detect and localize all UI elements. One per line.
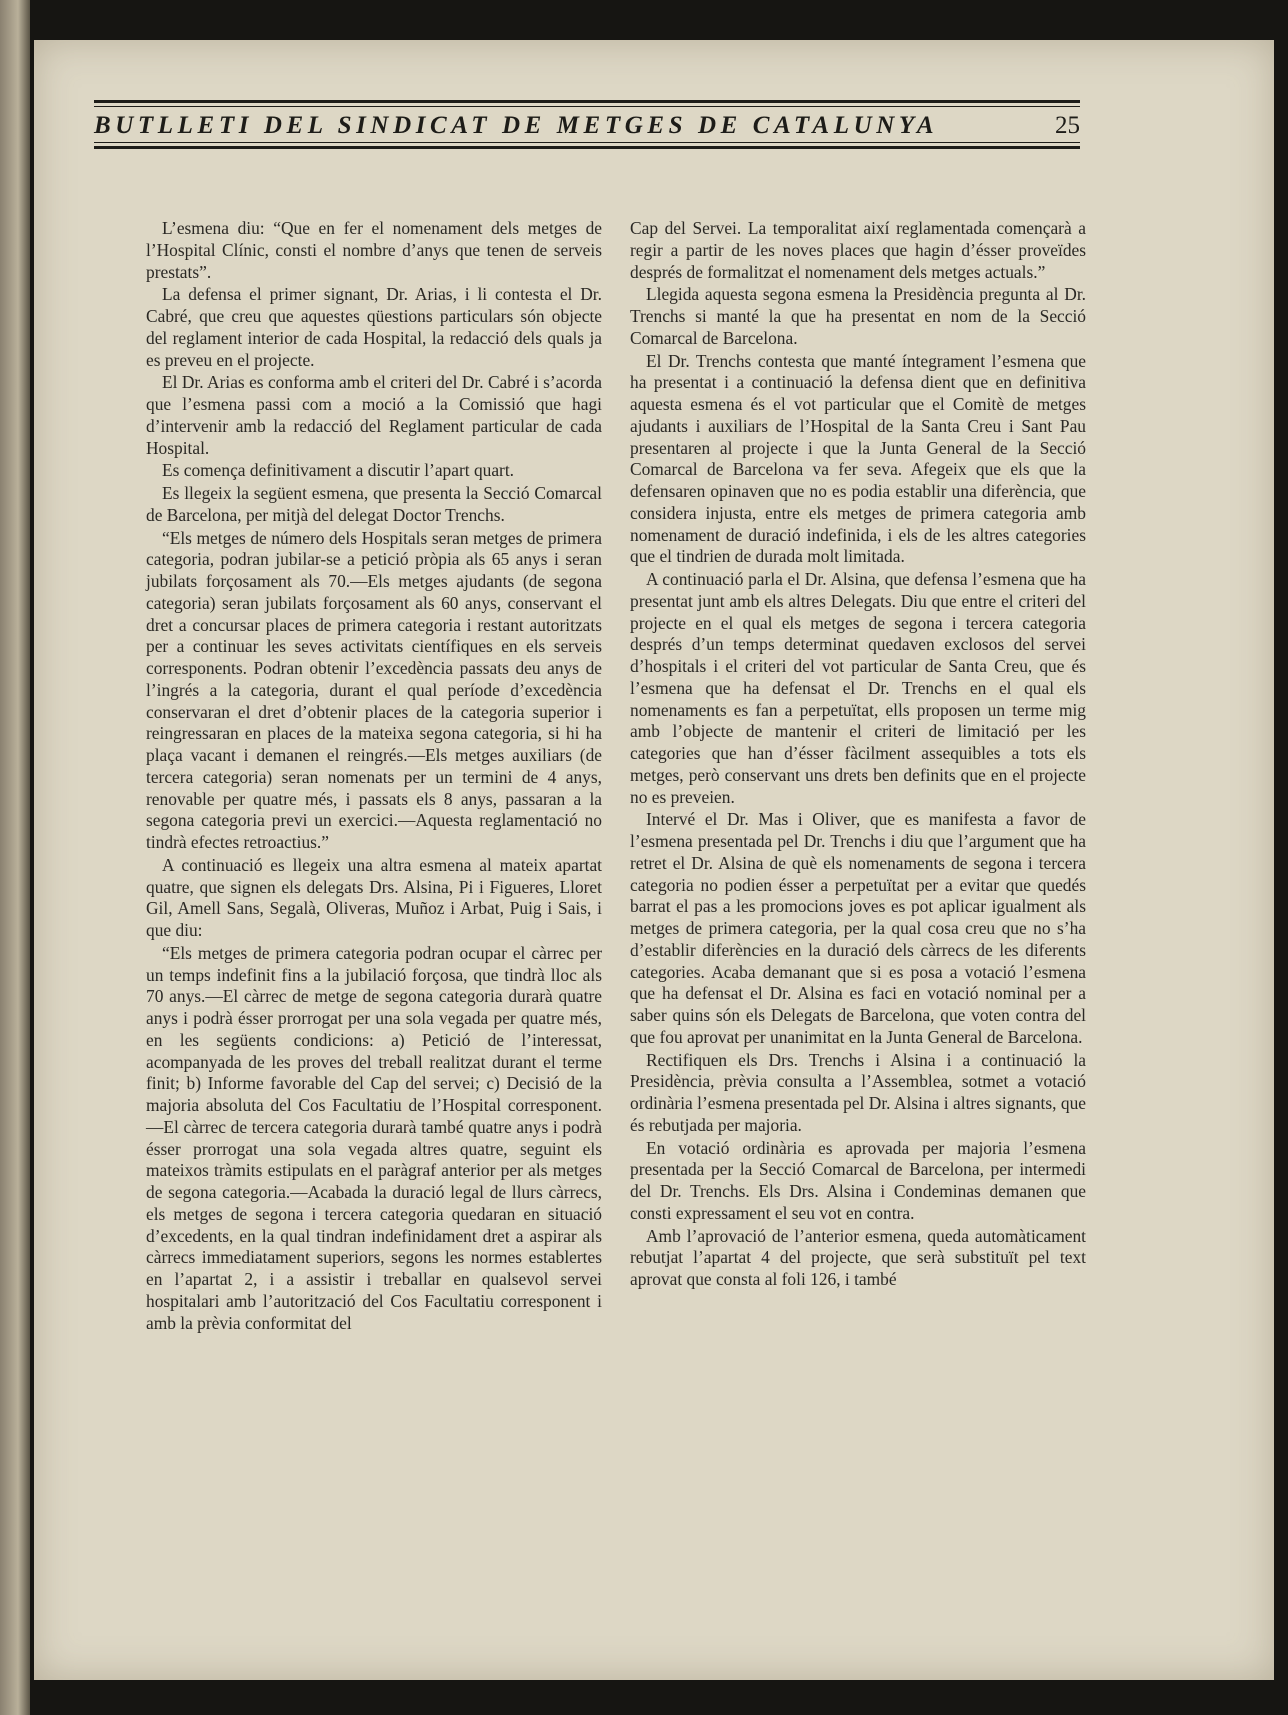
right-column [630,218,1086,1291]
page-number: 25 [1055,112,1080,139]
paragraph: El Dr. Arias es conforma amb el criteri del Dr. Cabré i s’acorda que l’esmena passi com a moció a la Comissió que hagi d’intervenir amb la redacció del Reglament particular de cada Hospital. [146,372,602,458]
paragraph: “Els metges de número dels Hospitals seran metges de primera categoria, podran jubilar-se a petició pròpia als 65 anys i seran jubilats forçosament als 70.—Els metges ajudants (de segona categoria) seran jubilats forçosament als 60 anys, conservant el dret a concursar places de primera categoria i restant autoritzats per a continuar les seves activitats científiques en els serveis corresponents. Podran obtenir l’excedència passats deu anys de l’ingrés a la categoria, durant el qual període d’excedència conservaran el dret d’obtenir places de la categoria superior i reingressaran en places de la mateixa segona categoria, si hi ha plaça vacant i demanen el reingrés.—Els metges auxiliars (de tercera categoria) seran nomenats per un termini de 4 anys, renovable per quatre més, i passats els 8 anys, passaran a la segona categoria previ un exercici.—Aquesta reglamentació no tindrà efectes retroactius.” [146,527,602,852]
journal-title: BUTLLETI DEL SINDICAT DE METGES DE CATALUNYA [94,112,939,139]
paragraph: “Els metges de primera categoria podran ocupar el càrrec per un temps indefinit fins a la jubilació forçosa, que tindrà lloc als 70 anys.—El càrrec de metge de segona categoria durarà quatre anys i podrà ésser prorrogat per una sola vegada per quatre més, en les següents condicions: a) Petició de l’interessat, acompanyada de les proves del treball realitzat durant el terme finit; b) Informe favorable del Cap del servei; c) Decisió de la majoria absoluta del Cos Facultatiu de l’Hospital corresponent.—El càrrec de tercera categoria durarà també quatre anys i podrà ésser prorrogat una sola vegada altres quatre, seguint els mateixos tràmits estipulats en el paràgraf anterior per als metges de segona categoria.—Acabada la duració legal de llurs càrrecs, els metges de segona i tercera categoria quedaran en situació d’excedents, en la qual tindran indefinidament dret a aspirar als càrrecs immediatament superiors, segons les normes establertes en l’apartat 2, i a assistir i treballar en qualsevol servei hospitalari amb l’autorització del Cos Facultatiu corresponent i amb la prèvia conformitat del [146,942,602,1333]
paragraph: Cap del Servei. La temporalitat així reglamentada començarà a regir a partir de les noves places que hagin d’ésser proveïdes després de formalitzat el nomenament dels metges actuals.” [630,218,1086,282]
paragraph: A continuació parla el Dr. Alsina, que defensa l’esmena que ha presentat junt amb els altres Delegats. Diu que entre el criteri del projecte en el qual els metges de segona i tercera categoria després d’un temps determinat quedaven exclosos del servei d’hospitals i el criteri del vot particular de Santa Creu, que és l’esmena que ha defensat el Dr. Trenchs en el qual els nomenaments es fan a perpetuïtat, ells proposen un terme mig amb l’objecte de mantenir el criteri de limitació per les categories que han d’ésser fàcilment assequibles a tots els metges, però conservant uns drets ben definits que en el projecte no es preveien. [630,569,1086,807]
paragraph: Amb l’aprovació de l’anterior esmena, queda automàticament rebutjat l’apartat 4 del projecte, que serà substituït pel text aprovat que consta al foli 126, i també [630,1225,1086,1289]
header-rule [94,106,1080,107]
header-rule [94,146,1080,149]
paragraph: Intervé el Dr. Mas i Oliver, que es manifesta a favor de l’esmena presentada pel Dr. Trenchs i diu que l’argument que ha retret el Dr. Alsina de què els nomenaments de segona i tercera categoria no podien ésser a perpetuïtat per a evitar que quedés barrat el pas a les promocions joves es pot aplicar igualment als metges de primera categoria, per la qual cosa creu que no s’ha d’establir diferències en la duració dels càrrecs de les diferents categories. Acaba demanant que si es posa a votació l’esmena que ha defensat el Dr. Alsina es faci en votació nominal per a saber quins són els Delegats de Barcelona, que voten contra del que fou aprovat per unanimitat en la Junta General de Barcelona. [630,809,1086,1047]
header-rule [94,142,1080,143]
paragraph: A continuació es llegeix una altra esmena al mateix apartat quatre, que signen els delegats Drs. Alsina, Pi i Figueres, Lloret Gil, Amell Sans, Segalà, Oliveras, Muñoz i Arbat, Puig i Sais, i que diu: [146,854,602,940]
paragraph: La defensa el primer signant, Dr. Arias, i li contesta el Dr. Cabré, que creu que aquestes qüestions particulars són objecte del reglament interior de cada Hospital, la redacció dels quals ja es preveu en el projecte. [146,284,602,370]
paragraph: En votació ordinària es aprovada per majoria l’esmena presentada per la Secció Comarcal de Barcelona, per intermedi del Dr. Trenchs. Els Drs. Alsina i Condeminas demanen que consti expressament el seu vot en contra. [630,1137,1086,1223]
paragraph: Rectifiquen els Drs. Trenchs i Alsina i a continuació la Presidència, prèvia consulta a l’Assemblea, sotmet a votació ordinària l’esmena presentada pel Dr. Alsina i altres signants, que és rebutjada per majoria. [630,1049,1086,1135]
paragraph: El Dr. Trenchs contesta que manté íntegrament l’esmena que ha presentat i a continuació la defensa dient que en definitiva aquesta esmena és el vot particular que el Comitè de metges ajudants i auxiliars de l’Hospital de la Santa Creu i Sant Pau presentaren al projecte i que la Junta General de la Secció Comarcal de Barcelona va fer seva. Afegeix que els que la defensaren opinaven que no es podia establir una diferència, que considera injusta, entre els metges de primera categoria amb nomenament de duració indefinida, i els de les altres categories que el tindrien de durada molt limitada. [630,350,1086,567]
paragraph: Es llegeix la següent esmena, que presenta la Secció Comarcal de Barcelona, per mitjà del delegat Doctor Trenchs. [146,483,602,525]
running-header [94,100,1080,152]
paragraph: Llegida aquesta segona esmena la Presidència pregunta al Dr. Trenchs si manté la que ha presentat en nom de la Secció Comarcal de Barcelona. [630,284,1086,348]
facing-page-edge [0,0,30,1715]
left-column [146,218,602,1334]
paragraph: L’esmena diu: “Que en fer el nomenament dels metges de l’Hospital Clínic, consti el nombre d’anys que tenen de serveis prestats”. [146,218,602,282]
header-rule [94,100,1080,103]
paragraph: Es comença definitivament a discutir l’apart quart. [162,460,515,481]
